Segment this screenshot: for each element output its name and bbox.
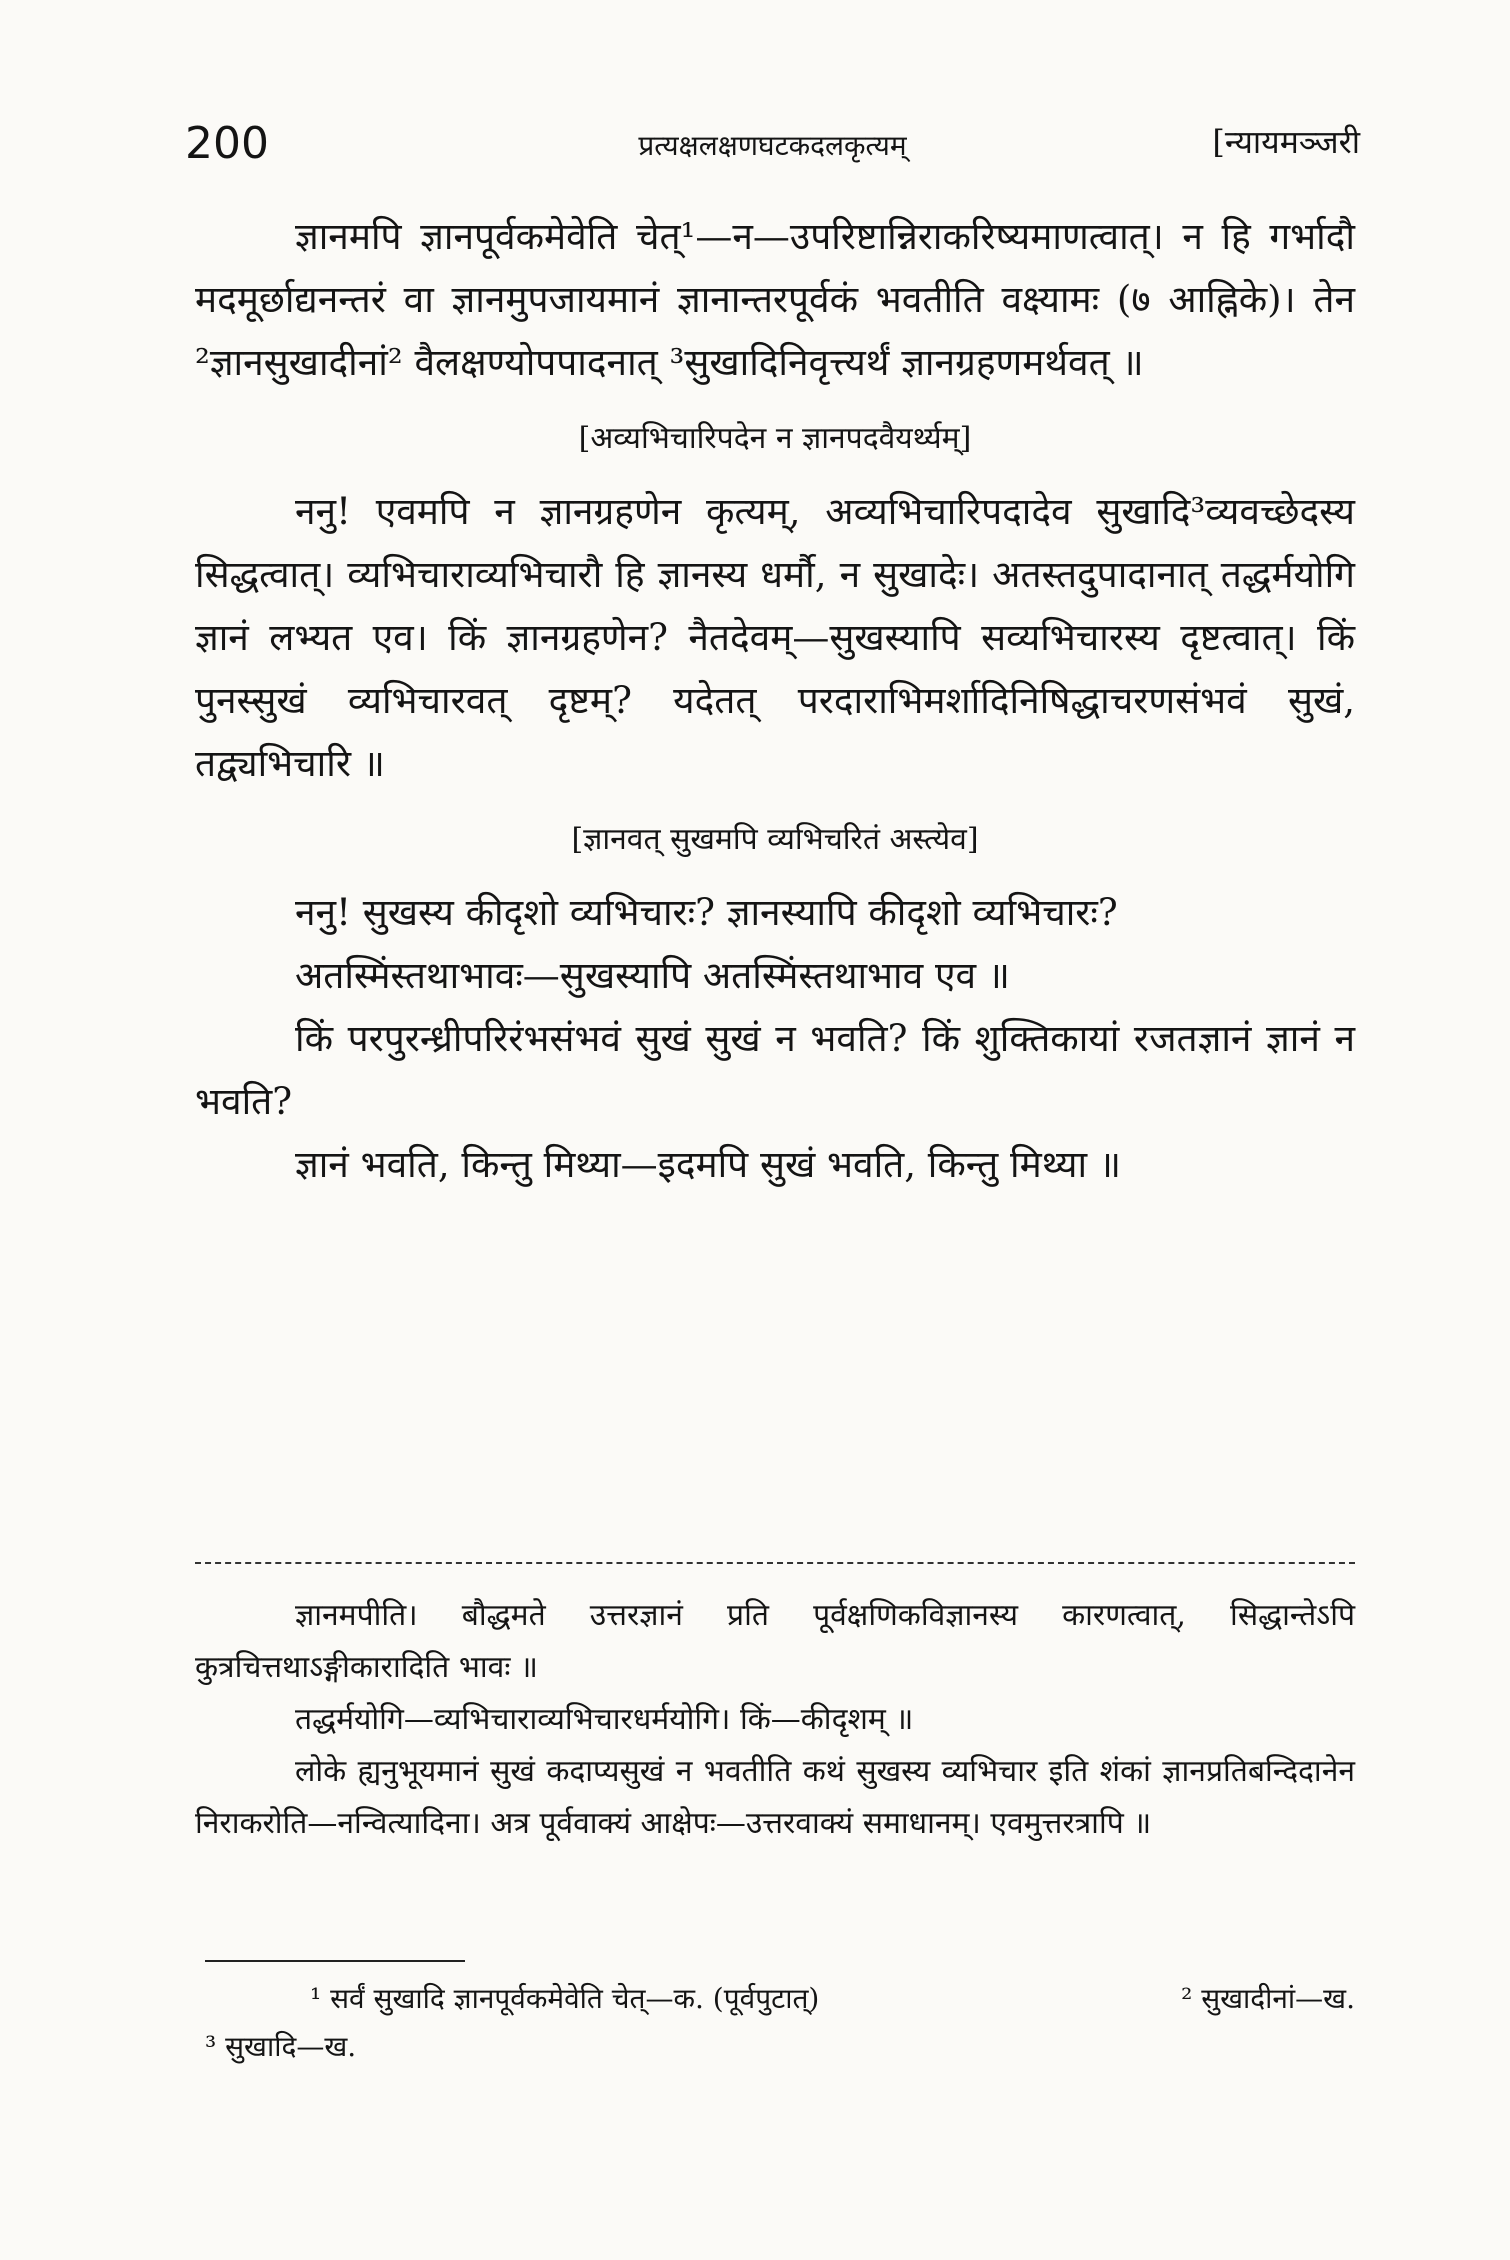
section-heading-2: [ज्ञानवत् सुखमपि व्यभिचरितं अस्त्येव] <box>571 822 979 857</box>
footnote-2: ² सुखादीनां—ख. <box>1181 1982 1355 2015</box>
section-heading-1: [अव्यभिचारिपदेन न ज्ञानपदवैयर्थ्यम्] <box>578 421 972 456</box>
commentary-1: ज्ञानमपीति। बौद्धमते उत्तरज्ञानं प्रति पूर्वक्षणिकविज्ञानस्य कारणत्वात्, सिद्धान्तेऽपि कुत्रचित्तथाऽङ्गीकारादिति भावः ॥ <box>195 1598 1355 1685</box>
page-number: 200 <box>185 118 269 169</box>
paragraph-1: ज्ञानमपि ज्ञानपूर्वकमेवेति चेत्¹—न—उपरिष्टान्निराकरिष्यमाणत्वात्। न हि गर्भादौ मदमूर्छाद्यनन्तरं वा ज्ञानमुपजायमानं ज्ञानान्तरपूर्वकं भवतीति वक्ष्यामः (७ आह्निके)। तेन ²ज्ञानसुखादीनां² वैलक्षण्योपपादनात् ³सुखादिनिवृत्त्यर्थं ज्ञानग्रहणमर्थवत् ॥ <box>195 215 1355 384</box>
main-text <box>195 205 1355 1196</box>
page-header <box>185 118 1360 178</box>
commentary-2: तद्धर्मयोगि—व्यभिचाराव्यभिचारधर्मयोगि। किं—कीदृशम् ॥ <box>295 1702 914 1737</box>
footnote-3: ³ सुखादि—ख. <box>205 2030 357 2063</box>
paragraph-2: ननु! एवमपि न ज्ञानग्रहणेन कृत्यम्, अव्यभिचारिपदादेव सुखादि³व्यवच्छेदस्य सिद्धत्वात्। व्यभिचाराव्यभिचारौ हि ज्ञानस्य धर्मौ, न सुखादेः। अतस्तदुपादानात् तद्धर्मयोगि ज्ञानं लभ्यत एव। किं ज्ञानग्रहणेन? नैतदेवम्—सुखस्यापि सव्यभिचारस्य दृष्टत्वात्। किं पुनस्सुखं व्यभिचारवत् दृष्टम्? यदेतत् परदाराभिमर्शादिनिषिद्धाचरणसंभवं सुखं, तद्व्यभिचारि ॥ <box>195 490 1355 785</box>
commentary-3: लोके ह्यनुभूयमानं सुखं कदाप्यसुखं न भवतीति कथं सुखस्य व्यभिचार इति शंकां ज्ञानप्रतिबन्दिदानेन निराकरोति—नन्वित्यादिना। अत्र पूर्ववाक्यं आक्षेपः—उत्तरवाक्यं समाधानम्। एवमुत्तरत्रापि ॥ <box>195 1754 1355 1841</box>
paragraph-4: अतस्मिंस्तथाभावः—सुखस्यापि अतस्मिंस्तथाभाव एव ॥ <box>295 954 1010 997</box>
paragraph-3: ननु! सुखस्य कीदृशो व्यभिचारः? ज्ञानस्यापि कीदृशो व्यभिचारः? <box>295 891 1118 934</box>
footnote-1: ¹ सर्वं सुखादि ज्ञानपूर्वकमेवेति चेत्—क. (पूर्वपुटात्) <box>310 1982 820 2015</box>
commentary <box>195 1590 1355 1850</box>
book-title: [न्यायमञ्जरी <box>1212 123 1360 161</box>
commentary-divider <box>195 1562 1355 1564</box>
paragraph-6: ज्ञानं भवति, किन्तु मिथ्या—इदमपि सुखं भवति, किन्तु मिथ्या ॥ <box>295 1143 1121 1186</box>
paragraph-5: किं परपुरन्ध्रीपरिरंभसंभवं सुखं सुखं न भवति? किं शुक्तिकायां रजतज्ञानं ज्ञानं न भवति? <box>195 1017 1355 1123</box>
running-title: प्रत्यक्षलक्षणघटकदलकृत्यम् <box>638 129 907 162</box>
footnote-divider <box>205 1960 465 1962</box>
footnotes <box>195 1975 1355 2071</box>
footnote-line-1 <box>195 1975 1355 2023</box>
